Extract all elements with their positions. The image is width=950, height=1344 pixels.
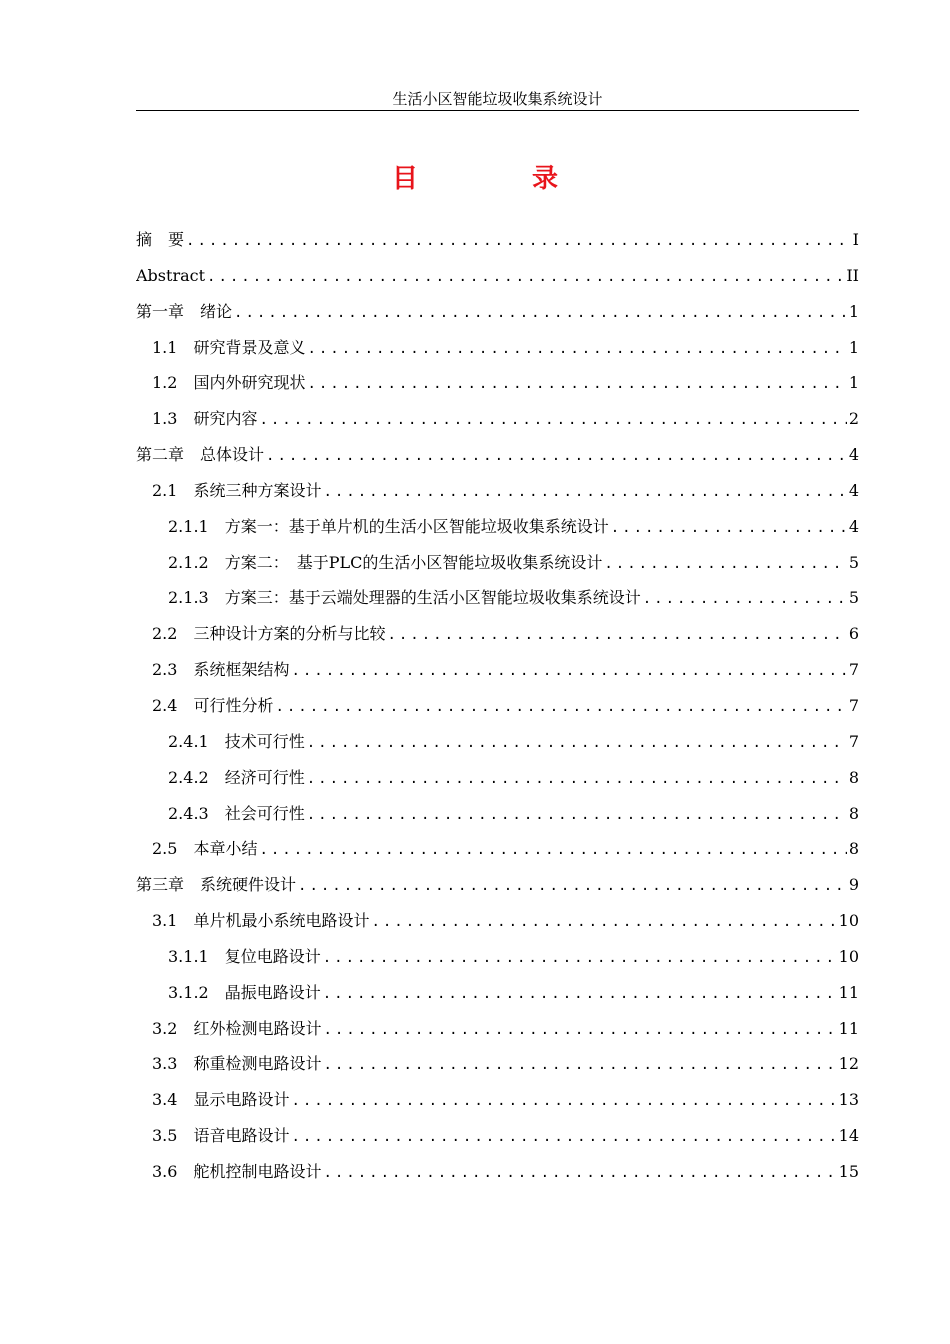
toc-entry-page: 14 [838, 1126, 859, 1146]
toc-entry[interactable] [136, 903, 859, 939]
toc-entry[interactable] [136, 724, 859, 760]
toc-leader-dots [298, 869, 847, 903]
toc-entry[interactable] [136, 1082, 859, 1118]
toc-entry-page: 8 [848, 839, 859, 859]
toc-entry[interactable] [136, 796, 859, 832]
toc-leader-dots [323, 1013, 836, 1047]
toc-entry-page: 11 [838, 982, 859, 1002]
toc-entry[interactable] [136, 867, 859, 903]
toc-entry[interactable] [136, 545, 859, 581]
toc-entry-label: 2.1 系统三种方案设计 [152, 480, 322, 500]
toc-title: 目 录 [391, 164, 602, 194]
toc-leader-dots [291, 654, 846, 688]
toc-entry[interactable] [136, 652, 859, 688]
toc-entry-label: 第一章 绪论 [136, 301, 233, 321]
toc-leader-dots [323, 475, 846, 509]
toc-entry-label: 3.2 红外检测电路设计 [152, 1018, 322, 1038]
toc-leader-dots [387, 618, 846, 652]
toc-leader-dots [604, 547, 846, 581]
toc-entry-label: 2.4.2 经济可行性 [168, 767, 305, 787]
toc-leader-dots [291, 1084, 836, 1118]
toc-entry-page: 4 [848, 516, 859, 536]
toc-entry[interactable] [136, 831, 859, 867]
toc-entry-label: 1.1 研究背景及意义 [152, 337, 306, 357]
toc-entry-page: 9 [848, 875, 859, 895]
toc-entry-label: 第三章 系统硬件设计 [136, 875, 297, 895]
toc-entry[interactable] [136, 365, 859, 401]
toc-entry[interactable] [136, 509, 859, 545]
toc-entry-page: 15 [838, 1161, 859, 1181]
toc-leader-dots [291, 1120, 836, 1154]
toc-entry[interactable] [136, 1118, 859, 1154]
toc-entry-page: 6 [848, 624, 859, 644]
toc-entry-label: 1.2 国内外研究现状 [152, 373, 306, 393]
toc-leader-dots [611, 511, 847, 545]
toc-leader-dots [371, 905, 836, 939]
toc-entry-label: 2.4.1 技术可行性 [168, 731, 305, 751]
toc-entry-label: 2.4.3 社会可行性 [168, 803, 305, 823]
toc-leader-dots [275, 690, 846, 724]
toc-entry-label: 2.3 系统框架结构 [152, 660, 290, 680]
toc-leader-dots [307, 762, 847, 796]
toc-leader-dots [323, 977, 837, 1011]
toc-entry[interactable] [136, 1011, 859, 1047]
toc-entry-page: 12 [838, 1054, 859, 1074]
toc-entry[interactable] [136, 580, 859, 616]
toc-leader-dots [207, 260, 844, 294]
toc-leader-dots [307, 332, 846, 366]
toc-leader-dots [323, 1156, 836, 1190]
toc-entry-page: 4 [848, 445, 859, 465]
toc-entry-label: 3.1.1 复位电路设计 [168, 946, 321, 966]
toc-entry[interactable] [136, 473, 859, 509]
toc-entry[interactable] [136, 330, 859, 366]
toc-entry-page: 10 [838, 911, 859, 931]
toc-entry-label: 3.3 称重检测电路设计 [152, 1054, 322, 1074]
toc-entry-page: 1 [848, 301, 859, 321]
toc-entry[interactable] [136, 258, 859, 294]
toc-entry-page: 8 [848, 767, 859, 787]
toc-entry-page: 5 [848, 588, 859, 608]
toc-entry-label: 2.4 可行性分析 [152, 695, 274, 715]
header-title: 生活小区智能垃圾收集系统设计 [392, 90, 603, 108]
toc-entry-page: I [852, 230, 859, 249]
toc-entry-page: 7 [848, 695, 859, 715]
toc-entry-page: 5 [848, 552, 859, 572]
toc-entry-label: Abstract [136, 265, 206, 285]
toc-entry-page: 11 [838, 1018, 859, 1038]
toc-entry[interactable] [136, 294, 859, 330]
toc-entry-page: 10 [838, 946, 859, 966]
toc-entry[interactable] [136, 222, 859, 258]
toc-entry[interactable] [136, 437, 859, 473]
table-of-contents [136, 222, 859, 1190]
toc-entry-label: 3.1 单片机最小系统电路设计 [152, 911, 370, 931]
toc-entry-label: 2.5 本章小结 [152, 839, 258, 859]
toc-entry[interactable] [136, 688, 859, 724]
toc-entry-label: 3.4 显示电路设计 [152, 1090, 290, 1110]
toc-entry-label: 3.5 语音电路设计 [152, 1126, 290, 1146]
toc-entry-label: 第二章 总体设计 [136, 445, 265, 465]
toc-leader-dots [234, 296, 847, 330]
toc-entry-label: 摘 要 [136, 230, 185, 249]
toc-leader-dots [643, 582, 847, 616]
toc-entry-page: 1 [848, 337, 859, 357]
toc-entry[interactable] [136, 1154, 859, 1190]
toc-leader-dots [307, 798, 847, 832]
toc-entry[interactable] [136, 616, 859, 652]
toc-leader-dots [323, 1048, 836, 1082]
toc-entry-label: 2.1.2 方案二： 基于PLC的生活小区智能垃圾收集系统设计 [168, 552, 603, 572]
toc-entry-label: 1.3 研究内容 [152, 409, 258, 429]
toc-entry-page: 4 [848, 480, 859, 500]
toc-leader-dots [186, 224, 851, 258]
toc-entry-label: 2.1.3 方案三：基于云端处理器的生活小区智能垃圾收集系统设计 [168, 588, 641, 608]
toc-entry-page: 1 [848, 373, 859, 393]
toc-entry[interactable] [136, 939, 859, 975]
toc-leader-dots [307, 726, 847, 760]
toc-entry-page: 7 [848, 660, 859, 680]
toc-leader-dots [323, 941, 837, 975]
toc-entry-page: 13 [838, 1090, 859, 1110]
toc-leader-dots [266, 439, 847, 473]
toc-entry[interactable] [136, 1046, 859, 1082]
toc-entry-page: II [846, 265, 859, 285]
toc-entry-label: 2.2 三种设计方案的分析与比较 [152, 624, 386, 644]
toc-entry-page: 8 [848, 803, 859, 823]
toc-leader-dots [259, 833, 846, 867]
toc-entry-page: 2 [848, 409, 859, 429]
toc-entry[interactable] [136, 401, 859, 437]
toc-leader-dots [307, 367, 846, 401]
toc-entry-label: 3.1.2 晶振电路设计 [168, 982, 321, 1002]
toc-leader-dots [259, 403, 846, 437]
toc-entry[interactable] [136, 975, 859, 1011]
toc-entry[interactable] [136, 760, 859, 796]
toc-entry-label: 3.6 舵机控制电路设计 [152, 1161, 322, 1181]
toc-entry-page: 7 [848, 731, 859, 751]
page-header [136, 88, 859, 111]
toc-entry-label: 2.1.1 方案一：基于单片机的生活小区智能垃圾收集系统设计 [168, 516, 609, 536]
